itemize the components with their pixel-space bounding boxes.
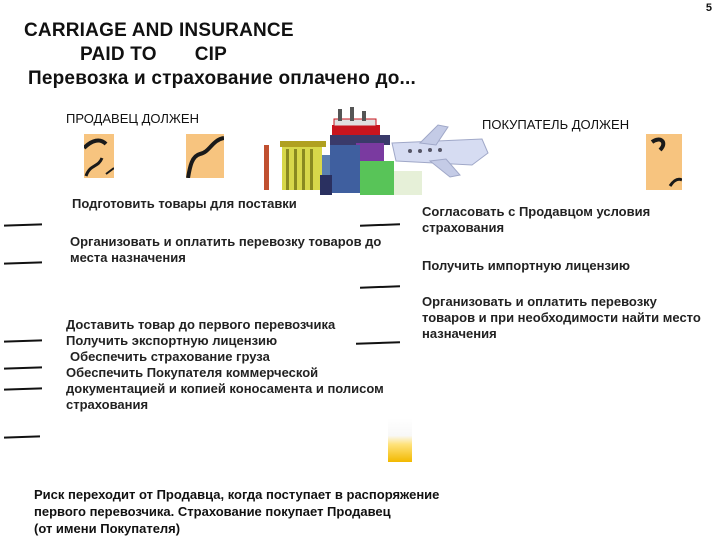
buyer-item-arrange-carriage: Организовать и оплатить перевозку товаров и при необходимости найти место назначения [422,294,701,341]
title-cip: CIP [194,44,227,65]
risk-gauge [388,418,412,462]
title-russian: Перевозка и страхование оплачено до... [28,68,416,89]
seller-item-insurance: Обеспечить страхование груза [70,349,270,364]
bullet-dash [4,435,40,438]
bullet-dash [4,387,42,390]
page-number: 5 [705,2,712,14]
seller-item-prepare-goods: Подготовить товары для поставки [72,196,297,211]
road-map-icon [186,134,224,178]
title-line-1: CARRIAGE AND INSURANCE [24,20,294,41]
transport-illustration [260,105,490,200]
bullet-dash [4,366,42,369]
footer-line-2: первого перевозчика. Страхование покупает Продавец [34,504,391,519]
buyer-item-import-license: Получить импортную лицензию [422,258,630,273]
seller-heading: ПРОДАВЕЦ ДОЛЖЕН [66,111,199,126]
seller-item-export-license: Получить экспортную лицензию [66,333,278,348]
buyer-heading: ПОКУПАТЕЛЬ ДОЛЖЕН [482,117,630,132]
bullet-dash [4,223,42,226]
seller-item-documents: Обеспечить Покупателя коммерческой документацией и копией коносамента и полисом страхования [66,365,384,412]
risk-transfer-note [34,486,504,537]
airplane-icon [392,125,488,177]
title-paid-to: PAID TO [80,44,157,65]
seller-item-arrange-carriage: Организовать и оплатить перевозку товаров до места назначения [70,234,382,265]
bullet-dash [4,261,42,264]
seller-item-deliver-to-carrier: Доставить товар до первого перевозчика [66,317,336,332]
bullet-dash [4,339,42,342]
seller-item-list [66,317,386,413]
road-map-icon [84,134,114,178]
buyer-item-agree-insurance: Согласовать с Продавцом условия страхования [422,204,651,235]
footer-line-1: Риск переходит от Продавца, когда поступает в распоряжение [34,487,440,502]
road-map-icon [646,134,682,190]
footer-line-3: (от имени Покупателя) [34,521,181,536]
bullet-dash [360,285,400,288]
bullet-dash [360,223,400,226]
title-line-2 [80,44,227,66]
